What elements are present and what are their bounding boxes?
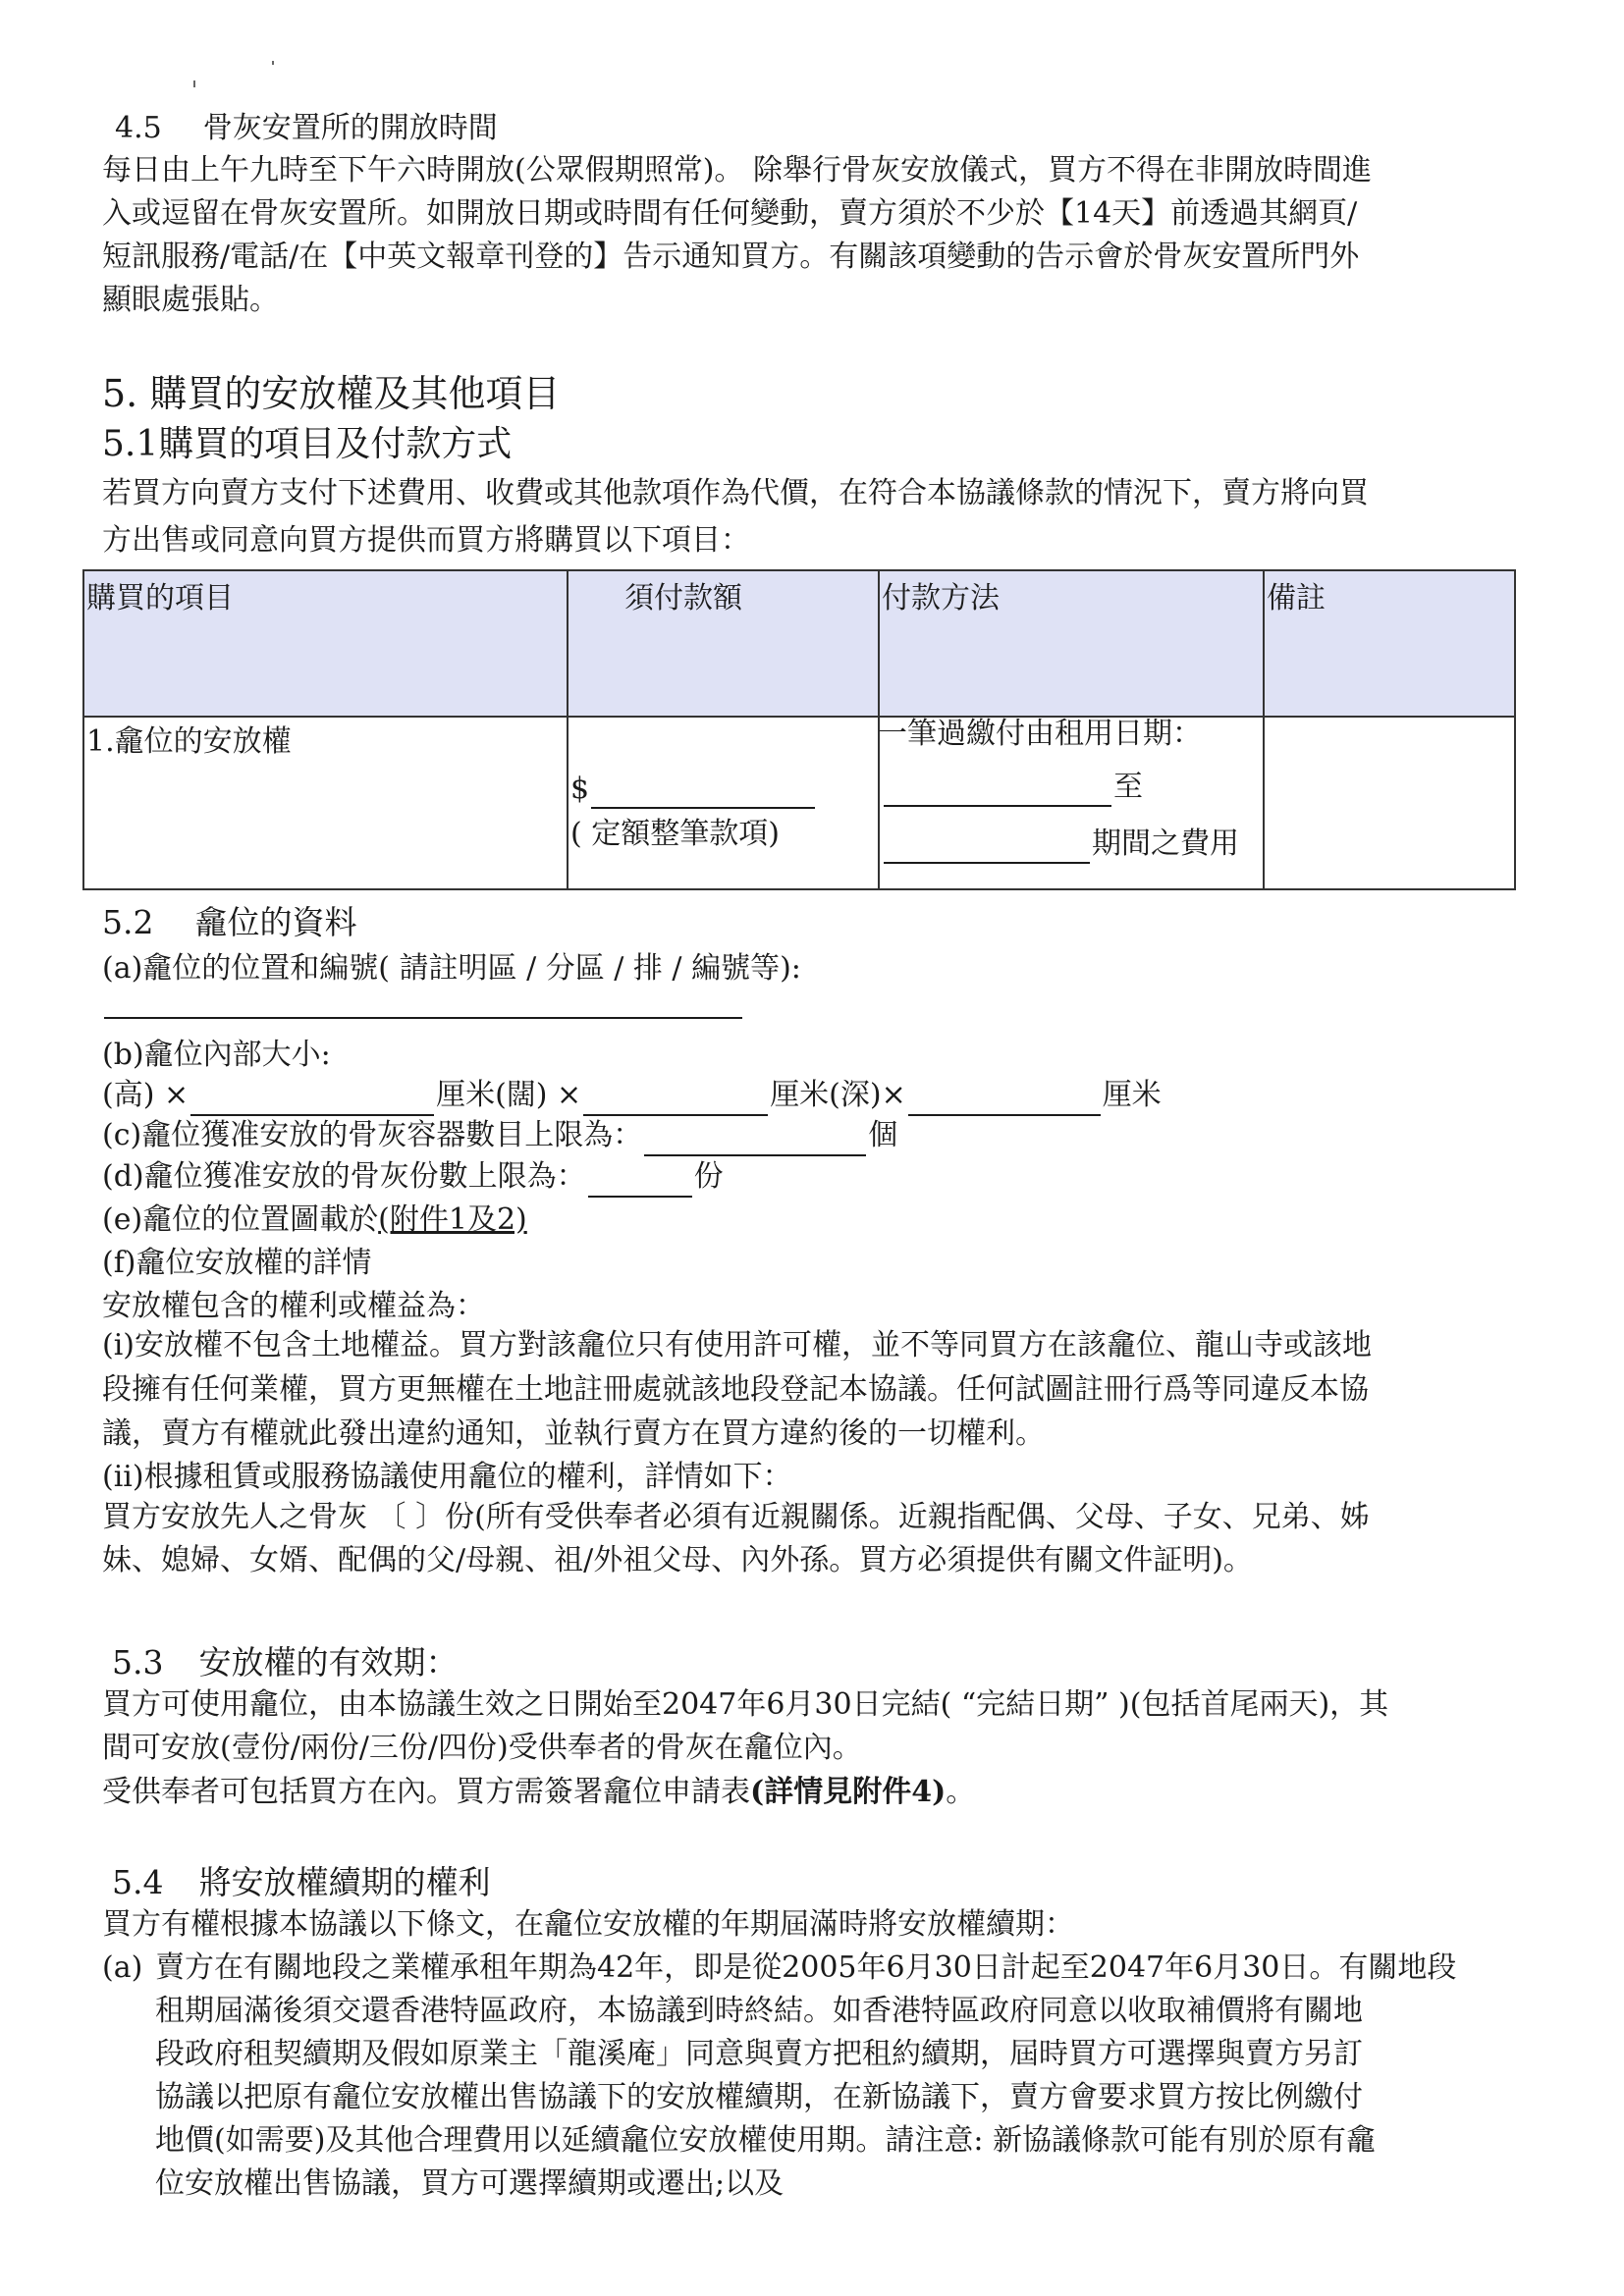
purchase-items-table bbox=[82, 569, 1516, 890]
section-5-3-heading: 5.3 安放權的有效期： bbox=[112, 1643, 459, 1682]
niche-location-blank bbox=[104, 1017, 742, 1019]
section-5-4-a-line-1: 賣方在有關地段之業權承租年期為42年，即是從2005年6月30日計起至2047年6月30日。有關地段 bbox=[155, 1950, 1457, 1985]
depth-blank bbox=[908, 1085, 1101, 1116]
section-5-4-a-line-2: 租期屆滿後須交還香港特區政府，本協議到時終結。如香港特區政府同意以收取補價將有關地 bbox=[155, 1994, 1363, 2028]
annex-1-2-link[interactable]: (附件1及2) bbox=[378, 1202, 527, 1237]
amount-cell bbox=[570, 770, 817, 809]
header-amount: 須付款額 bbox=[624, 581, 742, 615]
table-row-item: 1.龕位的安放權 bbox=[86, 724, 292, 759]
section-4-5-line-3: 短訊服務/電話/在【中英文報章刊登的】告示通知買方。有關該項變動的告示會於骨灰安置所門外 bbox=[102, 240, 1360, 274]
payment-lump-sum: 一筆過繳付由租用日期： bbox=[878, 717, 1202, 751]
section-4-5-line-2: 入或逗留在骨灰安置所。如開放日期或時間有任何變動，賣方須於不少於【14天】前透過其網頁/ bbox=[102, 196, 1358, 231]
section-4-5-line-1: 每日由上午九時至下午六時開放(公眾假期照常)。 除舉行骨灰安放儀式，買方不得在非開放時間進 bbox=[102, 153, 1372, 187]
section-5-3-line-1: 買方可使用龕位，由本協議生效之日開始至2047年6月30日完結( “完結日期” )(包括首尾兩天)，其 bbox=[102, 1687, 1389, 1722]
rights-ii-heading: (ii)根據租賃或服務協議使用龕位的權利，詳情如下： bbox=[102, 1460, 792, 1494]
height-blank bbox=[190, 1085, 434, 1116]
rights-i-line-2: 段擁有任何業權，買方更無權在土地註冊處就該地段登記本協議。任何試圖註冊行爲等同違反本協 bbox=[102, 1372, 1369, 1407]
header-item: 購買的項目 bbox=[86, 581, 234, 615]
section-5-1-line-2: 方出售或同意向買方提供而買方將購買以下項目： bbox=[102, 523, 750, 558]
dollar-sign: $ bbox=[570, 772, 590, 806]
section-5-3-line-2: 間可安放(壹份/兩份/三份/四份)受供奉者的骨灰在龕位內。 bbox=[102, 1731, 862, 1765]
section-5-4-intro: 買方有權根據本協議以下條文，在龕位安放權的年期屆滿時將安放權續期： bbox=[102, 1907, 1074, 1942]
section-5-4-a-line-3: 段政府租契續期及假如原業主「龍溪庵」同意與賣方把租約續期，屆時買方可選擇與賣方另訂 bbox=[155, 2037, 1363, 2071]
rights-i-line-1: (i)安放權不包含土地權益。買方對該龕位只有使用許可權，並不等同買方在該龕位、龍山寺或該地 bbox=[102, 1328, 1373, 1362]
section-5-1-heading: 5.1購買的項目及付款方式 bbox=[102, 424, 513, 464]
section-4-5-heading: 4.5 骨灰安置所的開放時間 bbox=[115, 111, 498, 145]
payment-period: 期間之費用 bbox=[882, 825, 1239, 864]
max-ashes-label: (d)龕位獲准安放的骨灰份數上限為： 份 bbox=[102, 1156, 724, 1198]
section-4-5-line-4: 顯眼處張貼。 bbox=[102, 283, 279, 317]
section-5-4-a-label: (a) bbox=[102, 1950, 143, 1985]
rights-intro: 安放權包含的權利或權益為： bbox=[102, 1289, 485, 1323]
section-5-2-heading: 5.2 龕位的資料 bbox=[102, 903, 357, 941]
section-5-heading: 5. 購買的安放權及其他項目 bbox=[102, 372, 561, 415]
header-remarks: 備註 bbox=[1267, 581, 1326, 615]
max-ashes-blank bbox=[588, 1166, 692, 1198]
scan-speck bbox=[193, 80, 195, 87]
section-5-1-line-1: 若買方向賣方支付下述費用、收費或其他款項作為代價，在符合本協議條款的情況下，賣方將向買 bbox=[102, 476, 1369, 510]
section-5-4-heading: 5.4 將安放權續期的權利 bbox=[112, 1863, 491, 1901]
section-5-4-a-line-4: 協議以把原有龕位安放權出售協議下的安放權續期，在新協議下，賣方會要求買方按比例繳付 bbox=[155, 2080, 1363, 2114]
niche-location-label: (a)龕位的位置和編號( 請註明區 / 分區 / 排 / 編號等): bbox=[102, 951, 801, 986]
section-5-3-line-3: 受供奉者可包括買方在內。買方需簽署龕位申請表(詳情見附件4)。 bbox=[102, 1775, 976, 1809]
payment-date-range: 至 bbox=[882, 768, 1143, 807]
rights-i-line-3: 議，賣方有權就此發出違約通知，並執行賣方在買方違約後的一切權利。 bbox=[102, 1416, 1045, 1451]
scan-speck bbox=[272, 61, 274, 65]
table-divider bbox=[567, 571, 568, 888]
niche-size-label: (b)龕位內部大小: bbox=[102, 1038, 331, 1072]
niche-size-dimensions: (高) × 厘米(闊) × 厘米(深)× 厘米 bbox=[102, 1075, 1162, 1116]
location-map-label: (e)龕位的位置圖載於(附件1及2) bbox=[102, 1202, 527, 1237]
header-payment-method: 付款方法 bbox=[882, 581, 1000, 615]
table-divider bbox=[1263, 571, 1265, 888]
section-5-4-a-line-5: 地價(如需要)及其他合理費用以延續龕位安放權使用期。請注意: 新協議條款可能有別於原有龕 bbox=[155, 2123, 1377, 2158]
end-date-blank bbox=[884, 832, 1090, 864]
width-blank bbox=[583, 1085, 768, 1116]
annex-4-reference: (詳情見附件4) bbox=[750, 1775, 947, 1809]
rights-details-label: (f)龕位安放權的詳情 bbox=[102, 1246, 372, 1280]
rights-ii-line-1: 買方安放先人之骨灰 〔 〕份(所有受供奉者必須有近親關係。近親指配偶、父母、子女、兄弟、姊 bbox=[102, 1500, 1370, 1534]
rights-ii-line-2: 妹、媳婦、女婿、配偶的父/母親、祖/外祖父母、內外孫。買方必須提供有關文件証明)。 bbox=[102, 1543, 1253, 1577]
max-urns-blank bbox=[644, 1125, 866, 1156]
fixed-lump-sum: ( 定額整筆款項) bbox=[570, 817, 780, 851]
amount-blank bbox=[591, 777, 815, 809]
section-5-4-a-line-6: 位安放權出售協議，買方可選擇續期或遷出;以及 bbox=[155, 2166, 785, 2201]
start-date-blank bbox=[884, 775, 1111, 807]
max-urns-label: (c)龕位獲准安放的骨灰容器數目上限為： 個 bbox=[102, 1115, 897, 1156]
